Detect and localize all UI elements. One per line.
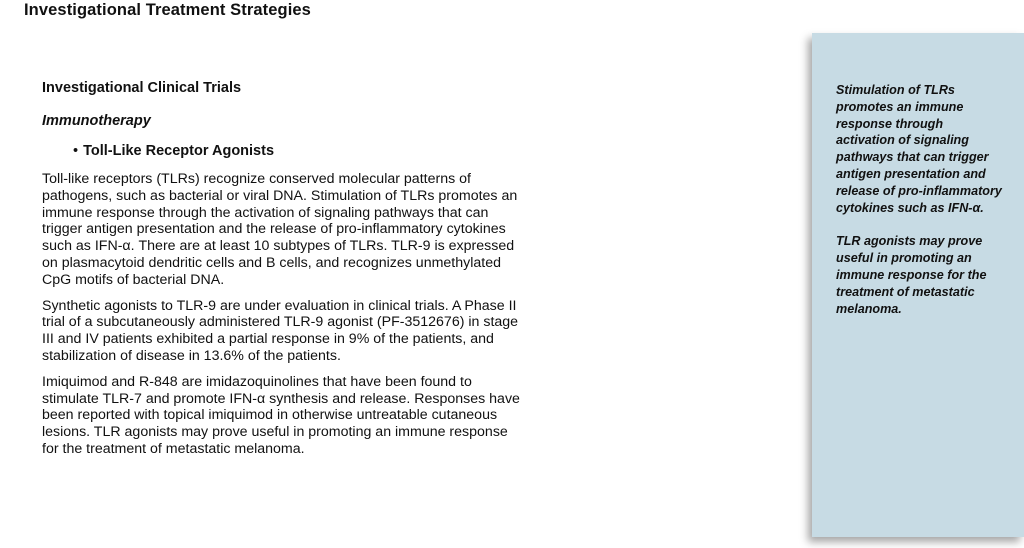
- callout-text-tlr-agonists: TLR agonists may prove useful in promoting an immune response for the treatment of metastatic melanoma.: [836, 234, 987, 316]
- page-title: Investigational Treatment Strategies: [24, 1, 311, 19]
- callout-sidebar: [812, 33, 1024, 537]
- bullet-heading-label: Toll-Like Receptor Agonists: [83, 143, 275, 159]
- section-title: Investigational Clinical Trials: [42, 80, 242, 96]
- paragraph-tlr-overview: Toll-like receptors (TLRs) recognize conserved molecular patterns of pathogens, such as bacterial or viral DNA. Stimulation of TLRs promotes an immune response through the activation of signaling pathways that can trigger antigen presentation and the release of pro-inflammatory cytokines such as IFN-α. There are at least 10 subtypes of TLRs. TLR-9 is expressed on plasmacytoid dendritic cells and B cells, and recognizes unmethylated CpG motifs of bacterial DNA.: [42, 171, 518, 288]
- subsection-title: Immunotherapy: [42, 113, 151, 129]
- main-content: [42, 80, 522, 458]
- bullet-heading: [73, 143, 522, 159]
- paragraph-imidazoquinolines: Imiquimod and R-848 are imidazoquinolines that have been found to stimulate TLR-7 and promote IFN-α synthesis and release. Responses have been reported with topical imiquimod in otherwise untreatable cutaneous lesions. TLR agonists may prove useful in promoting an immune response for the treatment of metastatic melanoma.: [42, 373, 520, 457]
- callout-text-tlr-stimulation: Stimulation of TLRs promotes an immune response through activation of signaling pathways that can trigger antigen presentation and release of pro-inflammatory cytokines such as IFN-α.: [836, 83, 1002, 215]
- callout-box: [836, 82, 1004, 317]
- paragraph-tlr9-agonists: Synthetic agonists to TLR-9 are under evaluation in clinical trials. A Phase II trial of a subcutaneously administered TLR-9 agonist (PF-3512676) in stage III and IV patients exhibited a partial response in 9% of the patients, and stabilization of disease in 13.6% of the patients.: [42, 297, 519, 364]
- bullet-icon: •: [73, 143, 79, 159]
